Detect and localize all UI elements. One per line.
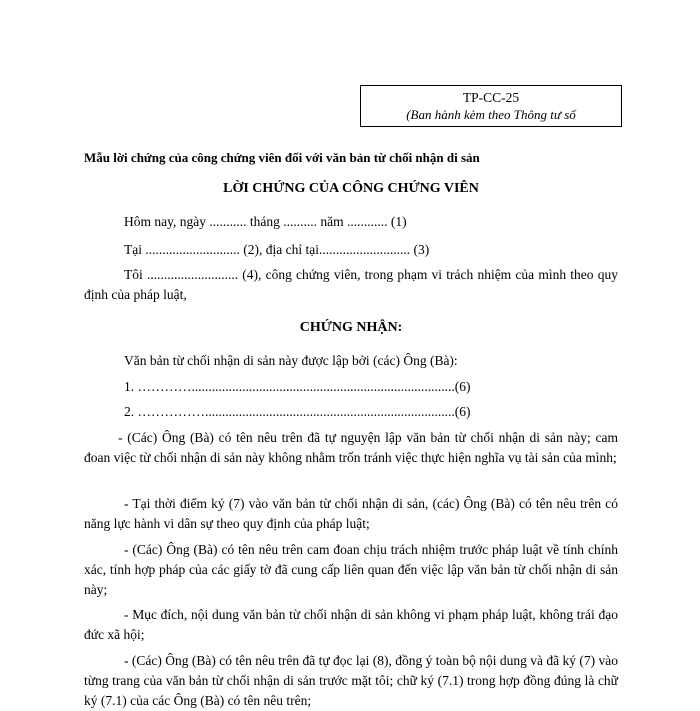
doc-title: LỜI CHỨNG CỦA CÔNG CHỨNG VIÊN — [223, 181, 479, 196]
date-line: Hôm nay, ngày ........... tháng .......... năm ............ (1) — [124, 214, 407, 229]
form-code-subtitle: (Ban hành kèm theo Thông tư số — [406, 107, 576, 122]
paragraph-purpose: - Mục đích, nội dung văn bản từ chối nhận di sản không vi phạm pháp luật, không trái đạo đức xã hội; — [84, 607, 618, 642]
person-2-line: 2. ……………..........................................................................(6) — [124, 404, 471, 419]
certify-heading: CHỨNG NHẬN: — [299, 320, 403, 335]
form-code-box — [360, 85, 622, 127]
doc-heading: Mẫu lời chứng của công chứng viên đối với văn bản từ chối nhận di sản — [84, 150, 480, 165]
paragraph-signing: - (Các) Ông (Bà) có tên nêu trên đã tự đọc lại (8), đồng ý toàn bộ nội dung và đã ký (7) vào từng trang của văn bản từ chối nhận di sản trước mặt tôi; chữ ký (7.1) trong hợp đồng đúng là chữ ký (7.1) của các Ông (Bà) có tên nêu trên; — [84, 653, 618, 708]
notary-line: Tôi ........................... (4), công chứng viên, trong phạm vi trách nhiệm của mình theo quy định của pháp luật, — [84, 267, 618, 302]
place-line: Tại ............................ (2), địa chỉ tại........................... (3) — [124, 242, 430, 257]
paragraph-responsibility: - (Các) Ông (Bà) có tên nêu trên cam đoan chịu trách nhiệm trước pháp luật về tính chính xác, tính hợp pháp của các giấy tờ đã cung cấp liên quan đến việc lập văn bản từ chối nhận di sản này; — [84, 542, 618, 597]
form-code: TP-CC-25 — [462, 90, 520, 105]
paragraph-capacity: - Tại thời điểm ký (7) vào văn bản từ chối nhận di sản, (các) Ông (Bà) có tên nêu trên có năng lực hành vi dân sự theo quy định của pháp luật; — [84, 496, 618, 531]
paragraph-voluntary: - (Các) Ông (Bà) có tên nêu trên đã tự nguyện lập văn bản từ chối nhận di sản này; cam đoan việc từ chối nhận di sản này không nhằm trốn tránh việc thực hiện nghĩa vụ tài sản của mình; — [84, 430, 618, 465]
person-1-line: 1. …………..............................................................................(6) — [124, 379, 471, 394]
intro-line: Văn bản từ chối nhận di sản này được lập bởi (các) Ông (Bà): — [124, 353, 458, 368]
